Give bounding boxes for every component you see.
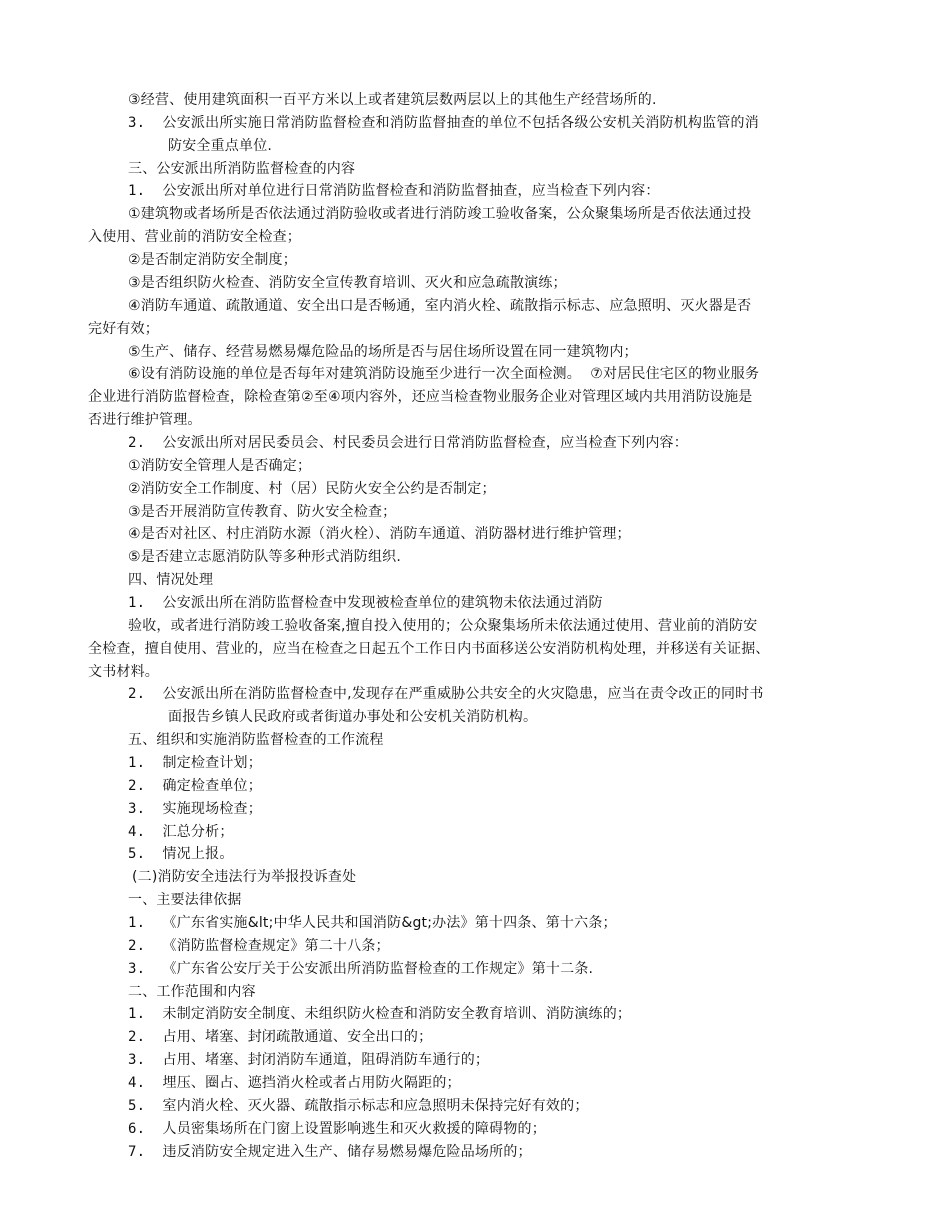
text-line [128,204,751,224]
text-line [128,342,638,362]
line-text: ③是否开展消防宣传教育、防火安全检查； [128,503,397,520]
text-line [128,547,401,567]
list-number: 2. [128,434,163,451]
text-line [88,319,159,339]
line-text: 公安派出所实施日常消防监督检查和消防监督抽查的单位不包括各级公安机关消防机构监管的消 [162,114,759,131]
line-text: ⑥设有消防设施的单位是否每年对建筑消防设施至少进行一次全面检测。 ⑦对居民住宅区的物业服务 [128,366,760,383]
text-line [128,456,311,476]
text-line [168,707,537,727]
line-text: 确定检查单位； [162,777,262,794]
list-number: 7. [128,1143,163,1160]
text-line [128,1050,489,1070]
line-text: ①建筑物或者场所是否依法通过消防验收或者进行消防竣工验收备案，公众聚集场所是否依法通过投 [128,206,752,223]
line-text: ④消防车通道、疏散通道、安全出口是否畅通，室内消火栓、疏散指示标志、应急照明、灭火器是否 [128,297,752,314]
line-text: 公安派出所对单位进行日常消防监督检查和消防监督抽查，应当检查下列内容： [162,183,660,200]
line-text: 文书材料。 [88,663,159,680]
line-text: 室内消火栓、灭火器、疏散指示标志和应急照明未保持完好有效的； [162,1097,589,1114]
text-line [128,890,242,910]
line-text: 违反消防安全规定进入生产、储存易燃易爆危险品场所的； [162,1143,532,1160]
text-line [128,822,234,842]
line-text: 企业进行消防监督检查，除检查第②至④项内容外，还应当检查物业服务企业对管理区域内共用消防设施是 [88,389,753,406]
list-number: 2. [128,937,163,954]
text-line [88,227,301,247]
text-line [88,639,770,659]
list-number: 1. [128,915,163,931]
list-number: 1. [128,594,163,611]
line-text: ④是否对社区、村庄消防水源（消火栓）、消防车通道、消防器材进行维护管理； [128,526,631,543]
list-number: 2. [128,777,163,794]
line-text: 占用、堵塞、封闭消防车通道，阻碍消防车通行的； [162,1052,490,1069]
line-text: 验收，或者进行消防竣工验收备案,擅自投入使用的；公众聚集场所未依法通过使用、营业前的消防安 [128,617,758,634]
text-line [128,570,213,590]
text-line [128,593,603,613]
line-text: 未制定消防安全制度、未组织防火检查和消防安全教育培训、消防演练的； [162,1006,632,1023]
text-line [128,1142,532,1162]
line-text: 面报告乡镇人民政府或者街道办事处和公安机关消防机构。 [168,709,538,726]
text-line [88,387,753,407]
line-text: 公安派出所在消防监督检查中发现被检查单位的建筑物未依法通过消防 [162,594,603,611]
text-line [88,662,159,682]
list-number: 3. [128,800,163,817]
line-text: 人员密集场所在门窗上设置影响逃生和灭火救援的障碍物的； [162,1120,546,1137]
line-text: 公安派出所在消防监督检查中,发现存在严重威胁公共安全的火灾隐患，应当在责令改正的同时书 [162,686,764,703]
line-text: 《消防监督检查规定》第二十八条； [162,937,390,954]
line-text: 三、公安派出所消防监督检查的内容 [128,160,356,177]
line-text: 实施现场检查； [162,800,262,817]
line-text: ②是否制定消防安全制度； [128,252,297,268]
line-text: 一、主要法律依据 [128,892,242,909]
text-line [128,479,496,499]
list-number: 3. [128,1052,163,1069]
line-text: 《广东省公安厅关于公安派出所消防监督检查的工作规定》第十二条. [162,960,594,977]
list-number: 6. [128,1120,163,1137]
line-text: 汇总分析； [162,823,234,840]
line-text: ⑤是否建立志愿消防队等多种形式消防组织. [128,549,401,566]
line-text: 防安全重点单位. [168,137,273,154]
text-line [128,113,759,133]
line-text: ⑤生产、储存、经营易燃易爆危险品的场所是否与居住场所设置在同一建筑物内； [128,343,638,360]
line-text: (二)消防安全违法行为举报投诉查处 [132,869,357,886]
list-number: 2. [128,686,163,703]
text-line [128,90,657,110]
line-text: 入使用、营业前的消防安全检查； [88,229,301,246]
line-text: 埋压、圈占、遮挡消火栓或者占用防火隔距的； [162,1075,461,1091]
text-line [132,867,356,887]
text-line [128,730,384,750]
text-line [128,959,593,979]
text-line [168,136,272,156]
line-text: 《广东省实施&lt;中华人民共和国消防&gt;办法》第十四条、第十六条； [162,915,617,931]
line-text: 全检查，擅自使用、营业的，应当在检查之日起五个工作日内书面移送公安消防机构处理，并移送有关证据、 [88,640,770,657]
text-line [88,410,202,430]
line-text: 情况上报。 [162,846,234,863]
line-text: ③是否组织防火检查、消防安全宣传教育培训、灭火和应急疏散演练； [128,274,567,291]
list-number: 2. [128,1029,163,1046]
line-text: 四、情况处理 [128,572,214,589]
text-line [128,913,617,933]
text-line [128,273,567,293]
text-line [128,1119,546,1139]
list-number: 1. [128,183,163,200]
text-line [128,753,262,773]
text-line [128,159,355,179]
text-line [128,776,262,796]
list-number: 5. [128,1097,163,1114]
line-text: ①消防安全管理人是否确定； [128,457,312,474]
list-number: 3. [128,960,163,977]
line-text: 制定检查计划； [162,754,262,771]
line-text: 完好有效； [88,320,159,337]
line-text: ③经营、使用建筑面积一百平方米以上或者建筑层数两层以上的其他生产经营场所的. [128,92,657,108]
list-number: 4. [128,1075,163,1091]
line-text: 五、组织和实施消防监督检查的工作流程 [128,732,384,749]
list-number: 4. [128,823,163,840]
text-line [128,433,688,453]
text-line [128,181,660,201]
text-line [128,364,759,384]
text-line [128,799,262,819]
line-text: 否进行维护管理。 [88,412,202,428]
text-line [128,502,396,522]
text-line [128,844,234,864]
line-text: 占用、堵塞、封闭疏散通道、安全出口的； [162,1029,433,1046]
text-line [128,1027,432,1047]
line-text: ②消防安全工作制度、村（居）民防火安全公约是否制定； [128,480,496,497]
line-text: 二、工作范围和内容 [128,983,256,1000]
list-number: 3. [128,114,163,131]
text-line [128,524,631,544]
text-line [128,250,297,270]
text-line [128,1096,589,1116]
text-line [128,1004,631,1024]
text-line [128,684,764,704]
text-line [128,1073,461,1093]
list-number: 5. [128,846,163,863]
list-number: 1. [128,1006,163,1023]
list-number: 1. [128,754,163,771]
text-line [128,616,757,636]
text-line [128,982,256,1002]
line-text: 公安派出所对居民委员会、村民委员会进行日常消防监督检查，应当检查下列内容： [162,434,688,451]
text-line [128,936,390,956]
text-line [128,296,751,316]
